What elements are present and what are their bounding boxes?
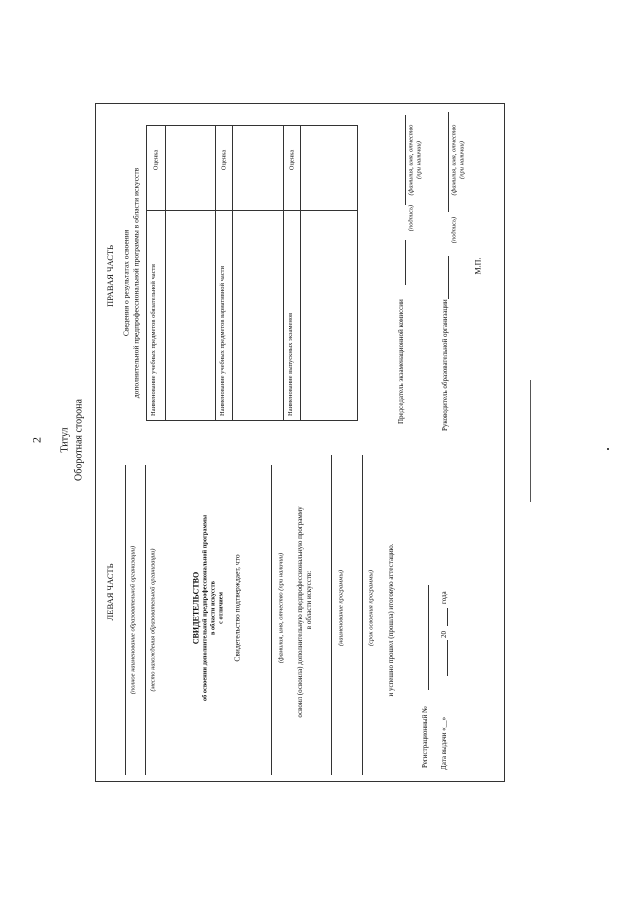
page-number: 2 (29, 437, 44, 443)
certificate-area: в области искусств (209, 581, 217, 635)
results-subtitle: дополнительной предпрофессиональной программы в области искусств (131, 167, 141, 399)
org-name-line (125, 465, 126, 775)
chair-signature-line (405, 240, 406, 285)
chair-name-line (405, 115, 406, 205)
mastered-text: освоил (освоила) дополнительную предпрофессиональную программу (296, 506, 304, 718)
reg-number-line (428, 585, 429, 690)
chair-signature-caption: (подпись) (407, 204, 415, 232)
program-caption: (наименование программы) (337, 569, 345, 647)
head-name-line (448, 112, 449, 212)
mastered-area: в области искусств: (305, 570, 313, 630)
certificate-honors: с отличием (217, 592, 225, 624)
reg-number-label: Регистрационный № (421, 706, 429, 768)
org-location-line (145, 465, 146, 775)
chair-name-caption: (фамилия, имя, отчество (407, 124, 415, 196)
head-name-caption-2: (при наличии) (458, 141, 466, 179)
passed-text: и успешно прошел (прошла) итоговую аттестацию. (387, 543, 395, 697)
name-caption: (фамилия, имя, отчество (при наличии) (277, 552, 285, 664)
commission-chair-label: Председатель экзаменационной комиссии (397, 299, 405, 424)
stamp-place: М.П. (473, 257, 483, 275)
table-header-variative: Наименование учебных предметов вариативной части (219, 266, 226, 416)
results-title: Сведения о результатах освоения (121, 229, 131, 337)
scan-artifact-line (530, 380, 531, 502)
certificate-title: СВИДЕТЕЛЬСТВО (191, 571, 201, 645)
term-line (362, 455, 363, 775)
table-header-grade-mandatory: Оценка (152, 149, 160, 171)
org-name-caption: (полное наименование образовательной организации) (129, 545, 137, 695)
org-location-caption: (место нахождения образовательной организации) (149, 548, 157, 692)
issue-date-year-line (447, 608, 448, 626)
chair-name-caption-2: (при наличии) (415, 141, 423, 179)
table-header-mandatory: Наименование учебных предметов обязательной части (150, 264, 157, 416)
table-header-grade-variative: Оценка (220, 149, 228, 171)
name-line (271, 465, 272, 775)
right-heading: ПРАВАЯ ЧАСТЬ (105, 245, 115, 307)
left-heading: ЛЕВАЯ ЧАСТЬ (105, 563, 115, 621)
head-name-caption: (фамилия, имя, отчество (450, 124, 458, 196)
issue-date-year-unit: года (440, 591, 448, 604)
head-signature-caption: (подпись) (450, 216, 458, 244)
head-label: Руководитель образовательной организации (441, 299, 449, 431)
scan-artifact-dot (607, 448, 609, 450)
table-header-grade-exams: Оценка (288, 149, 296, 171)
issue-date-month-line (447, 640, 448, 676)
head-signature-line (448, 256, 449, 299)
issue-date-year-label: 20 (440, 631, 448, 638)
certificate-subtitle: об освоении дополнительной предпрофессиональной программы (201, 515, 209, 701)
page-title: Титул (59, 427, 71, 453)
page-subtitle: Оборотная сторона (73, 399, 85, 481)
issue-date-label: Дата выдачи «__» (440, 716, 448, 770)
table-header-exams: Наименование выпускных экзаменов (287, 312, 294, 416)
program-line (331, 455, 332, 775)
confirms-text: Свидетельство подтверждает, что (232, 554, 242, 662)
term-caption: (срок освоения программы) (367, 570, 375, 646)
